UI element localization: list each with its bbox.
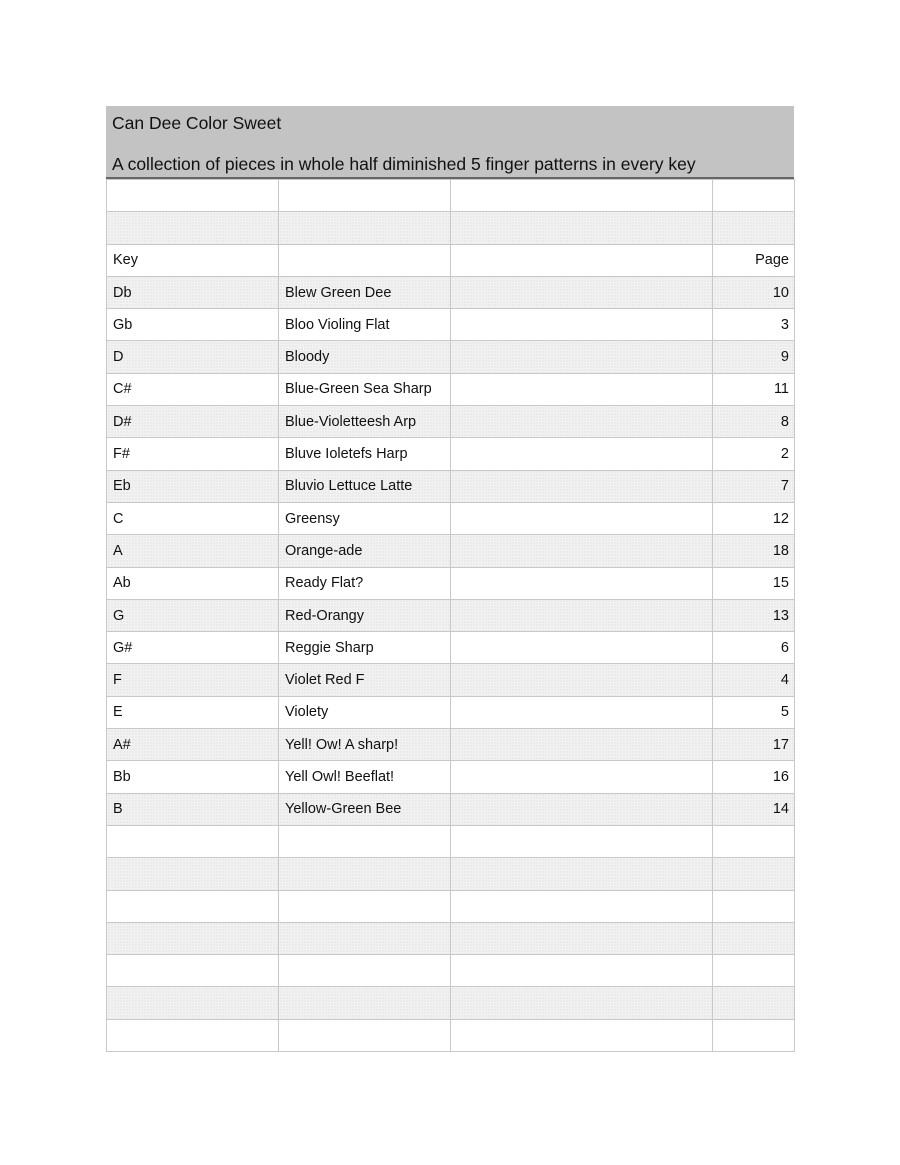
table-row [107, 632, 795, 664]
table-row [107, 793, 795, 825]
empty-cell[interactable] [451, 987, 713, 1019]
key-cell[interactable]: E [107, 696, 279, 728]
page-cell[interactable]: 17 [713, 729, 795, 761]
table-row [107, 535, 795, 567]
page-cell[interactable]: 16 [713, 761, 795, 793]
empty-cell[interactable] [451, 180, 713, 212]
empty-cell[interactable] [451, 502, 713, 534]
empty-cell[interactable] [713, 212, 795, 244]
table-row [107, 729, 795, 761]
key-cell[interactable]: Eb [107, 470, 279, 502]
key-cell[interactable]: F# [107, 438, 279, 470]
empty-cell[interactable] [279, 180, 451, 212]
key-header[interactable]: Key [107, 244, 279, 276]
page-cell[interactable]: 18 [713, 535, 795, 567]
empty-cell[interactable] [451, 535, 713, 567]
table-row [107, 438, 795, 470]
table-row [107, 567, 795, 599]
blank-row [107, 1019, 795, 1051]
page-cell[interactable]: 13 [713, 599, 795, 631]
empty-cell[interactable] [713, 825, 795, 857]
empty-cell[interactable] [451, 373, 713, 405]
empty-cell[interactable] [107, 180, 279, 212]
empty-cell[interactable] [279, 858, 451, 890]
column-header-row [107, 244, 795, 276]
table-row [107, 276, 795, 308]
blank-row [107, 825, 795, 857]
page-cell[interactable]: 6 [713, 632, 795, 664]
empty-cell[interactable] [451, 922, 713, 954]
sheet-title: Can Dee Color Sweet [112, 113, 282, 133]
page-cell[interactable]: 9 [713, 341, 795, 373]
empty-cell[interactable] [451, 438, 713, 470]
blank-row [107, 890, 795, 922]
table-row [107, 341, 795, 373]
title-cell[interactable]: Ready Flat? [279, 567, 451, 599]
page-cell[interactable]: 11 [713, 373, 795, 405]
spreadsheet [106, 106, 794, 1052]
empty-cell[interactable] [279, 825, 451, 857]
page-cell[interactable]: 12 [713, 502, 795, 534]
empty-cell[interactable] [451, 664, 713, 696]
table-row [107, 664, 795, 696]
title-cell[interactable]: Bloo Violing Flat [279, 309, 451, 341]
empty-cell[interactable] [279, 987, 451, 1019]
empty-cell[interactable] [107, 858, 279, 890]
key-cell[interactable]: Gb [107, 309, 279, 341]
title-cell[interactable]: Violet Red F [279, 664, 451, 696]
key-cell[interactable]: A# [107, 729, 279, 761]
empty-cell[interactable] [451, 729, 713, 761]
empty-cell[interactable] [451, 858, 713, 890]
title-cell[interactable]: Bloody [279, 341, 451, 373]
key-cell[interactable]: C [107, 502, 279, 534]
blank-row [107, 212, 795, 244]
table-row [107, 761, 795, 793]
empty-cell[interactable] [107, 825, 279, 857]
empty-cell[interactable] [451, 212, 713, 244]
blank-row [107, 180, 795, 212]
table-row [107, 470, 795, 502]
table-row [107, 696, 795, 728]
key-cell[interactable]: C# [107, 373, 279, 405]
empty-cell[interactable] [279, 890, 451, 922]
key-cell[interactable]: G# [107, 632, 279, 664]
empty-cell[interactable] [451, 276, 713, 308]
empty-cell[interactable] [279, 922, 451, 954]
empty-cell[interactable] [451, 793, 713, 825]
table-row [107, 599, 795, 631]
empty-cell[interactable] [713, 890, 795, 922]
key-cell[interactable]: B [107, 793, 279, 825]
title-cell[interactable]: Bluve Ioletefs Harp [279, 438, 451, 470]
empty-cell[interactable] [713, 1019, 795, 1051]
blank-row [107, 922, 795, 954]
empty-cell[interactable] [713, 922, 795, 954]
sheet-subtitle: A collection of pieces in whole half diminished 5 finger patterns in every key [112, 154, 696, 174]
sheet-header [106, 106, 794, 179]
empty-cell[interactable] [451, 955, 713, 987]
empty-cell[interactable] [451, 406, 713, 438]
blank-row [107, 955, 795, 987]
title-cell[interactable]: Blue-Violetteesh Arp [279, 406, 451, 438]
title-cell[interactable]: Greensy [279, 502, 451, 534]
empty-cell[interactable] [279, 955, 451, 987]
empty-cell[interactable] [451, 244, 713, 276]
empty-cell[interactable] [279, 1019, 451, 1051]
empty-cell[interactable] [451, 890, 713, 922]
key-cell[interactable]: A [107, 535, 279, 567]
page-cell[interactable]: 4 [713, 664, 795, 696]
table-row [107, 309, 795, 341]
key-cell[interactable]: Ab [107, 567, 279, 599]
empty-cell[interactable] [451, 1019, 713, 1051]
empty-cell[interactable] [713, 858, 795, 890]
key-cell[interactable]: D# [107, 406, 279, 438]
empty-cell[interactable] [451, 696, 713, 728]
table-row [107, 502, 795, 534]
empty-cell[interactable] [451, 341, 713, 373]
empty-cell[interactable] [451, 761, 713, 793]
title-cell[interactable]: Reggie Sharp [279, 632, 451, 664]
page-cell[interactable]: 2 [713, 438, 795, 470]
index-table [106, 179, 795, 1052]
page-cell[interactable]: 8 [713, 406, 795, 438]
key-cell[interactable]: F [107, 664, 279, 696]
empty-cell[interactable] [713, 180, 795, 212]
empty-cell[interactable] [107, 1019, 279, 1051]
empty-cell[interactable] [451, 567, 713, 599]
title-cell[interactable]: Orange-ade [279, 535, 451, 567]
key-cell[interactable]: G [107, 599, 279, 631]
blank-row [107, 987, 795, 1019]
empty-cell[interactable] [451, 309, 713, 341]
page-cell[interactable]: 7 [713, 470, 795, 502]
page-cell[interactable]: 5 [713, 696, 795, 728]
empty-cell[interactable] [107, 922, 279, 954]
empty-cell[interactable] [107, 955, 279, 987]
empty-cell[interactable] [107, 987, 279, 1019]
blank-row [107, 858, 795, 890]
empty-cell[interactable] [107, 890, 279, 922]
page-cell[interactable]: 10 [713, 276, 795, 308]
title-cell[interactable]: Yellow-Green Bee [279, 793, 451, 825]
empty-cell[interactable] [279, 212, 451, 244]
page-cell[interactable]: 3 [713, 309, 795, 341]
title-header[interactable] [279, 244, 451, 276]
title-cell[interactable]: Red-Orangy [279, 599, 451, 631]
title-cell[interactable]: Bluvio Lettuce Latte [279, 470, 451, 502]
empty-cell[interactable] [107, 212, 279, 244]
empty-cell[interactable] [451, 632, 713, 664]
key-cell[interactable]: Bb [107, 761, 279, 793]
title-cell[interactable]: Blue-Green Sea Sharp [279, 373, 451, 405]
empty-cell[interactable] [451, 599, 713, 631]
table-row [107, 373, 795, 405]
key-cell[interactable]: Db [107, 276, 279, 308]
title-cell[interactable]: Blew Green Dee [279, 276, 451, 308]
page-header[interactable]: Page [713, 244, 795, 276]
empty-cell[interactable] [713, 955, 795, 987]
empty-cell[interactable] [451, 825, 713, 857]
empty-cell[interactable] [713, 987, 795, 1019]
title-cell[interactable]: Yell! Ow! A sharp! [279, 729, 451, 761]
title-cell[interactable]: Yell Owl! Beeflat! [279, 761, 451, 793]
table-row [107, 406, 795, 438]
key-cell[interactable]: D [107, 341, 279, 373]
title-cell[interactable]: Violety [279, 696, 451, 728]
empty-cell[interactable] [451, 470, 713, 502]
page-cell[interactable]: 14 [713, 793, 795, 825]
page-cell[interactable]: 15 [713, 567, 795, 599]
